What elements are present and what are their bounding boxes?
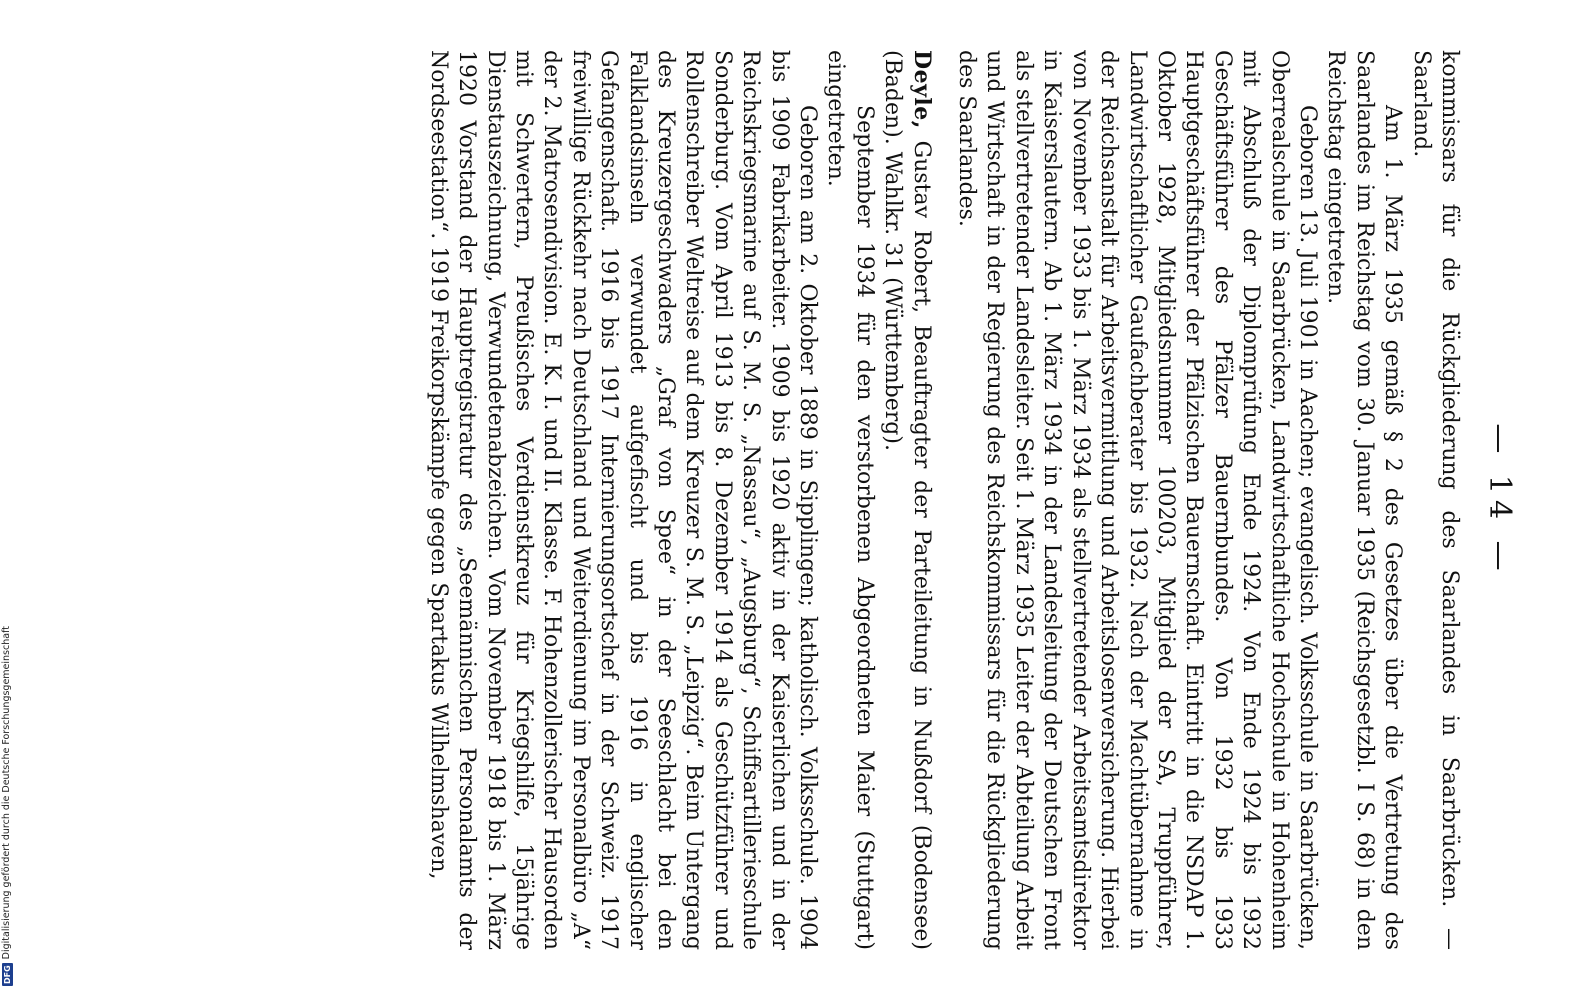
- funding-credit: [0, 0, 14, 1000]
- paragraph-biography: Geboren 13. Juli 1901 in Aachen; evangelisch. Volksschule in Saarbrücken, Oberrealschule in Saarbrücken, Landwirtschaftliche Hochschule in Hohenheim mit Abschluß der Diplomprüfung Ende 1924. Von Ende 1924 bis 1932 Geschäftsführer des Pfälzer Bauernbundes. Von 1932 bis 1933 Hauptgeschäftsführer der Pfälzischen Bauernschaft. Eintritt in die NSDAP 1. Oktober 1928, Mitgliedsnummer 100203, Mitglied der SA, Truppführer, Landwirtschaftlicher Gaufachberater bis 1932. Nach der Machtübernahme in der Reichsanstalt für Arbeitsvermittlung und Arbeitslosenversicherung. Hierbei von November 1933 bis 1. März 1934 als stellvertretender Arbeitsamtsdirektor in Kaiserslautern. Ab 1. März 1934 in der Landesleitung der Deutschen Front als stellvertretender Landesleiter. Seit 1. März 1935 Leiter der Abteilung Arbeit und Wirtschaft in der Regierung des Reichskommissars für die Rückgliederung des Saarlandes.: [954, 50, 1320, 950]
- page-number: — 14 —: [1482, 423, 1517, 577]
- paragraph-continuation: kommissars für die Rückgliederung des Saarlandes in Saarbrücken. — Saarland.: [1408, 50, 1462, 950]
- member-details: Gustav Robert, Beauftragter der Parteileitung in Nußdorf (Bodensee) (Baden). Wahlkr. 31 (Württemberg).: [880, 50, 934, 950]
- member-name: Deyle,: [908, 50, 935, 129]
- paragraph-biography-deyle: Geboren am 2. Oktober 1889 in Sipplingen; katholisch. Volksschule. 1904 bis 1909 Fabrikarbeiter. 1909 bis 1920 aktiv in der Kaiserlichen und in der Reichskriegsmarine auf S. M. S. „Nassau“, „Augsburg“, Schiffsartillerieschule Sonderburg. Vom April 1913 bis 8. Dezember 1914 als Geschützführer und Rollenschreiber Weltreise auf dem Kreuzer S. M. S. „Leipzig“. Beim Untergang des Kreuzergeschwaders „Graf von Spee“ in der Seeschlacht bei den Falklandsinseln verwundet aufgefischt und bis 1916 in englischer Gefangenschaft. 1916 bis 1917 Internierungsortschef in der Schweiz. 1917 freiwillige Rückkehr nach Deutschland und Weiterdienung im Personalbüro „A“ der 2. Matrosendivision. E. K. I. und II. Klasse. F. Hohenzollerischer Hausorden mit Schwertern, Preußisches Verdienstkreuz für Kriegshilfe, 15jährige Dienstauszeichnung, Verwundetenabzeichen. Vom November 1918 bis 1. März 1920 Vorstand der Hauptregistratur des „Seemännischen Personalamts der Nordseestation“. 1919 Freikorpskämpfe gegen Spartakus Wilhelmshaven,: [425, 50, 821, 950]
- paragraph-reichstag-entry: Am 1. März 1935 gemäß § 2 des Gesetzes über die Vertretung des Saarlandes im Reichstag vom 30. Januar 1935 (Reichsgesetzbl. I S. 68) in den Reichstag eingetreten.: [1323, 50, 1406, 950]
- body-text: [423, 50, 1463, 950]
- dfg-logo: DFG: [2, 965, 12, 984]
- paragraph-succession: September 1934 für den verstorbenen Abgeordneten Maier (Stuttgart) eingetreten.: [823, 50, 877, 950]
- funding-credit-text: Digitalisierung gefördert durch die Deutsche Forschungsgemeinschaft: [1, 626, 12, 960]
- paragraph-entry-heading: [878, 50, 936, 950]
